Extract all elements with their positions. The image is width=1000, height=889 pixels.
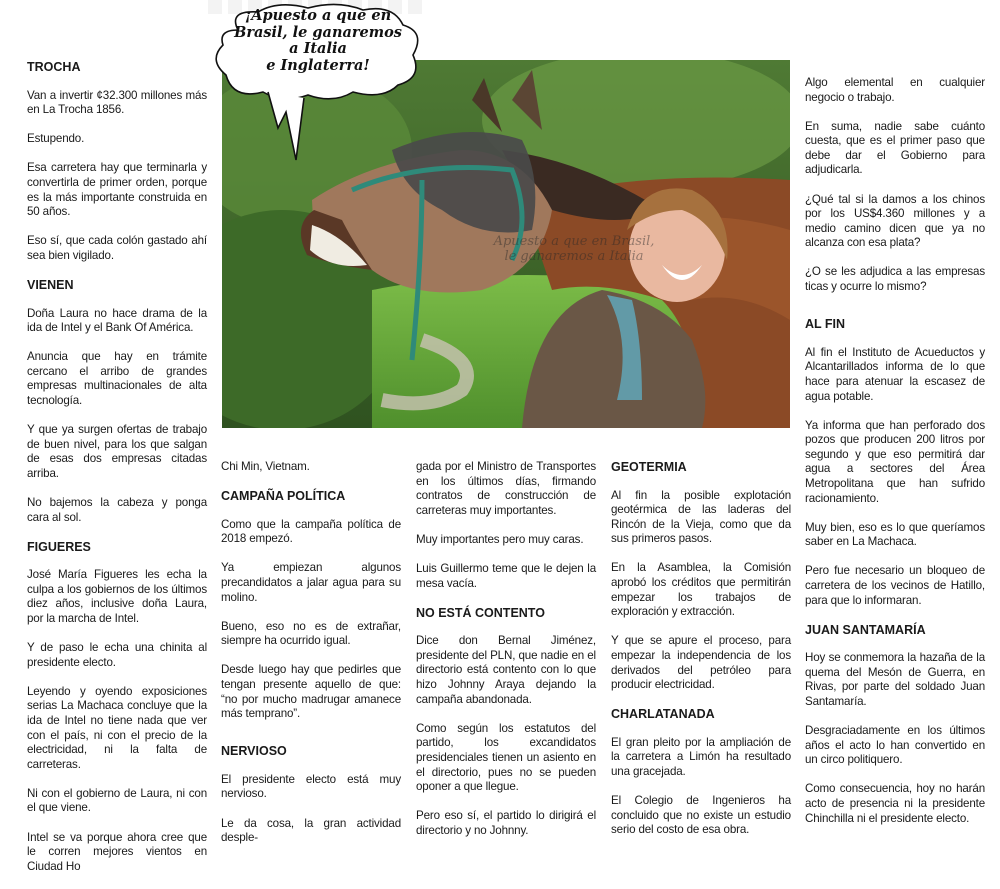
paragraph: No bajemos la cabeza y ponga cara al sol. (27, 495, 207, 524)
paragraph: El presidente electo está muy nervioso. (221, 772, 401, 801)
paragraph: Ni con el gobierno de Laura, ni con el que viene. (27, 786, 207, 815)
heading-juan-santamaria: JUAN SANTAMARÍA (805, 622, 926, 637)
paragraph: Como que la campaña política de 2018 empezó. (221, 517, 401, 546)
paragraph: Van a invertir ¢32.300 millones más en La Trocha 1856. (27, 88, 207, 117)
heading-geotermia: GEOTERMIA (611, 460, 687, 474)
paragraph: Ya empiezan algunos precandidatos a jalar agua para su molino. (221, 561, 401, 604)
heading-campana-politica: CAMPAÑA POLÍTICA (221, 489, 346, 504)
paragraph: Eso sí, que cada colón gastado ahí sea bien vigilado. (27, 234, 207, 262)
heading-vienen: VIENEN (27, 277, 74, 292)
paragraph: Y de paso le echa una chinita al presidente electo. (27, 641, 207, 669)
heading-nervioso: NERVIOSO (221, 744, 287, 759)
paragraph: Al fin el Instituto de Acueductos y Alcantarillados informa de lo que hace para atenuar la escasez de agua potable. (805, 345, 985, 403)
paragraph: Esa carretera hay que terminarla y convertirla de primer orden, porque es la más importante construida en 50 años. (27, 161, 207, 219)
paragraph: Leyendo y oyendo exposiciones serias La Machaca concluye que la ida de Intel no tiene nada que ver con el país, ni con el precio de la electricidad, ni la falta de carreteras. (27, 684, 207, 771)
paragraph: En la Asamblea, la Comisión aprobó los créditos que permitirán empezar los trabajos de exploración y extracción. (611, 561, 791, 619)
paragraph: Muy bien, eso es lo que queríamos saber en La Machaca. (805, 520, 985, 549)
column-3 (416, 460, 596, 853)
paragraph: Como consecuencia, hoy no harán acto de presencia ni la presidente Chinchilla ni el presidente electo. (805, 782, 985, 825)
paragraph: Dice don Bernal Jiménez, presidente del PLN, que nadie en el directorio está contento con lo que hizo Johnny Araya dejando la campaña abandonada. (416, 634, 596, 706)
paragraph: Al fin la posible explotación geotérmica de las laderas del Rincón de la Vieja, como que da sus primeros pasos. (611, 488, 791, 546)
paragraph: Intel se va porque ahora cree que le corren mejores vientos en Ciudad Ho (27, 830, 207, 873)
paragraph: El gran pleito por la ampliación de la carretera a Limón ha resultado una gracejada. (611, 735, 791, 778)
paragraph: Estupendo. (27, 132, 85, 146)
heading-charlatanada: CHARLATANADA (611, 707, 715, 722)
paragraph: gada por el Ministro de Transportes en los últimos días, firmando contratos de construcción de carreteras muy importantes. (416, 460, 596, 517)
photo-caption: Apuesto a que en Brasil, le ganaremos a Italia (493, 234, 655, 264)
paragraph: ¿O se les adjudica a las empresas ticas y ocurre lo mismo? (805, 265, 985, 294)
paragraph: Algo elemental en cualquier negocio o trabajo. (805, 76, 985, 104)
column-1 (27, 60, 207, 889)
paragraph: Hoy se conmemora la hazaña de la quema del Mesón de Guerra, en Rivas, por parte del soldado Juan Santamaría. (805, 651, 985, 708)
paragraph: Pero eso sí, el partido lo dirigirá el directorio y no Johnny. (416, 809, 596, 837)
heading-figueres: FIGUERES (27, 539, 91, 554)
paragraph: José María Figueres les echa la culpa a los gobiernos de los últimos diez años, inclusive doña Laura, por la marcha de Intel. (27, 568, 207, 626)
column-5 (805, 76, 985, 841)
paragraph: Ya informa que han perforado dos pozos que producen 200 litros por segundo y que eso permitirá dar agua a sectores del Área Metropolitana que han sufrido racionamiento. (805, 418, 985, 505)
paragraph: En suma, nadie sabe cuánto cuesta, que es el primer paso que debe dar el Gobierno para adjudicarla. (805, 119, 985, 177)
heading-al-fin: AL FIN (805, 317, 846, 332)
column-2 (221, 460, 401, 860)
paragraph: Muy importantes pero muy caras. (416, 532, 584, 546)
speech-bubble-text: ¡Apuesto a que en Brasil, le ganaremos a Italia e Inglaterra! (234, 7, 402, 74)
paragraph: El Colegio de Ingenieros ha concluido que no existe un estudio serio del costo de esa obra. (611, 794, 791, 837)
paragraph: Doña Laura no hace drama de la ida de Intel y el Bank Of América. (27, 306, 207, 335)
heading-trocha: TROCHA (27, 60, 81, 74)
paragraph: Anuncia que hay en trámite cercano el arribo de grandes empresas multinacionales de alta tecnología. (27, 350, 207, 407)
heading-no-esta-contento: NO ESTÁ CONTENTO (416, 605, 545, 620)
paragraph: Desde luego hay que pedirles que tengan presente aquello de que: “no por mucho madrugar amanece más temprano”. (221, 663, 401, 721)
column-4 (611, 460, 791, 852)
paragraph: Pero fue necesario un bloqueo de carretera de los vecinos de Hatillo, para que lo informaran. (805, 564, 985, 607)
paragraph: Chi Min, Vietnam. (221, 460, 310, 473)
paragraph: Bueno, eso no es de extrañar, siempre ha ocurrido igual. (221, 619, 401, 648)
paragraph: Le da cosa, la gran actividad desple- (221, 816, 401, 845)
paragraph: Como según los estatutos del partido, los excandidatos presidenciales tienen un asiento en el directorio, pues no se pueden oponer a que llegue. (416, 721, 596, 794)
paragraph: ¿Qué tal si la damos a los chinos por los US$4.360 millones y a medio camino dicen que ya no alcanza con esa plata? (805, 192, 985, 250)
paragraph: Desgraciadamente en los últimos años el acto lo han convertido en un circo politiquero. (805, 724, 985, 767)
paragraph: Luis Guillermo teme que le dejen la mesa vacía. (416, 561, 596, 590)
paragraph: Y que se apure el proceso, para empezar la independencia de los derivados del petróleo para producir electricidad. (611, 634, 791, 692)
paragraph: Y que ya surgen ofertas de trabajo de buen nivel, para los que salgan de esas dos empresas citadas arriba. (27, 423, 207, 480)
